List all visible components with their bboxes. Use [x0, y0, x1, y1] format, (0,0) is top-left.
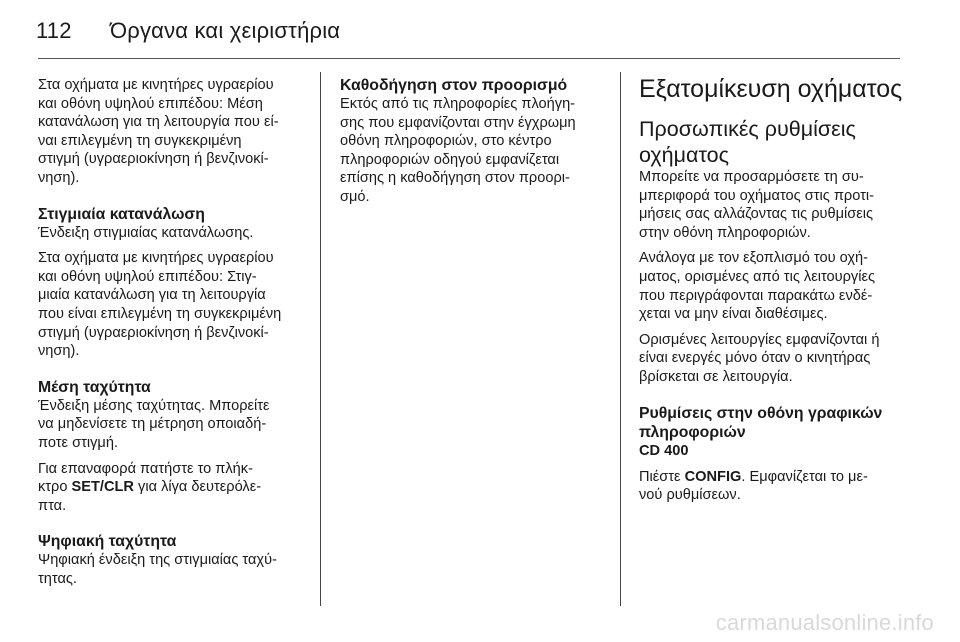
text-line: Ψηφιακή ένδειξη της στιγμιαίας ταχύ-	[38, 552, 277, 569]
text-line: οθόνη πληροφοριών, στο κέντρο	[340, 133, 552, 150]
text-line: πληροφοριών	[639, 423, 746, 441]
text-line: για λίγα δευτερόλε-	[133, 479, 262, 496]
text-line: Ορισμένες λειτουργίες εμφανίζονται ή	[639, 331, 880, 348]
text-line: που είναι επιλεγμένη τη συγκεκριμένη	[38, 305, 282, 322]
text-line: σης που εμφανίζονται στην έγχρωμη	[340, 114, 576, 131]
column-3	[639, 74, 907, 505]
column-1	[38, 76, 306, 588]
text-line: Για επαναφορά πατήστε το πλήκ-	[38, 460, 253, 477]
text-line: που περιγράφονται παρακάτω ενδέ-	[639, 287, 873, 304]
text-line: επίσης η καθοδήγηση στον προορι-	[340, 170, 570, 187]
text-line: Στα οχήματα με κινητήρες υγραερίου	[38, 77, 274, 93]
text-line: Προσωπικές ρυθμίσεις	[639, 117, 856, 141]
text-line: κατανάλωση για τη λειτουργία που εί-	[38, 114, 279, 131]
instant-paragraph-2	[38, 249, 306, 361]
text-line: μιαία κατανάλωση για τη λειτουργία	[38, 287, 266, 304]
text-line: κτρο	[38, 479, 72, 496]
heading-graphic-display-settings	[639, 404, 907, 442]
chapter-title: Όργανα και χειριστήρια	[110, 18, 341, 43]
section-title: Εξατομίκευση οχήματος	[639, 75, 903, 103]
text-line: Ένδειξη μέσης ταχύτητας. Μπορείτε	[38, 397, 270, 414]
text-line: ποτε στιγμή.	[38, 434, 118, 451]
text-line: είναι ενεργές μόνο όταν ο κινητήρας	[639, 350, 871, 367]
set-clr-button-label: SET/CLR	[71, 479, 134, 496]
personalization-paragraph-2	[639, 249, 907, 323]
watermark: carmanualsonline.info	[715, 610, 934, 635]
avg-speed-paragraph-1	[38, 397, 306, 453]
text-line: στιγμή (υγραεριοκίνηση ή βενζινοκί-	[38, 151, 269, 168]
text-line: μήσεις σας αλλάζοντας τις ρυθμίσεις	[639, 206, 874, 223]
header-rule	[38, 58, 900, 59]
column-2	[340, 76, 608, 207]
text-line: πληροφοριών οδηγού εμφανίζεται	[340, 151, 560, 168]
text-line: νού ρυθμίσεων.	[639, 487, 741, 504]
intro-paragraph	[38, 76, 306, 188]
text-line: ναι επιλεγμένη τη συγκεκριμένη	[38, 132, 242, 149]
text-line: στιγμή (υγραεριοκίνηση ή βενζινοκί-	[38, 324, 269, 341]
text-line: Πιέστε	[639, 468, 685, 485]
config-button-label: CONFIG	[684, 468, 742, 485]
text-line: και οθόνη υψηλού επιπέδου: Μέση	[38, 95, 263, 112]
text-line: οχήματος	[639, 143, 729, 167]
text-line: ματος, ορισμένες από τις λειτουργίες	[639, 268, 875, 285]
column-divider-2	[620, 72, 621, 606]
instant-paragraph-1	[38, 224, 306, 243]
text-line: . Εμφανίζεται το με-	[741, 468, 868, 485]
personalization-paragraph-1	[639, 168, 907, 242]
personalization-paragraph-3	[639, 331, 907, 387]
avg-speed-paragraph-2	[38, 460, 306, 516]
cd-400-label: CD 400	[639, 442, 689, 459]
text-line: Ένδειξη στιγμιαίας κατανάλωσης.	[38, 224, 254, 241]
section-subtitle	[639, 116, 907, 168]
digital-speed-paragraph	[38, 551, 306, 588]
text-line: Ανάλογα με τον εξοπλισμό του οχή-	[639, 250, 869, 267]
text-line: Μπορείτε να προσαρμόσετε τη συ-	[639, 169, 864, 185]
text-line: στην οθόνη πληροφοριών.	[639, 224, 811, 241]
config-paragraph	[639, 468, 907, 505]
heading-destination-guidance: Καθοδήγηση στον προορισμό	[340, 77, 568, 94]
page-header	[36, 18, 340, 44]
text-line: να μηδενίσετε τη μέτρηση οποιαδή-	[38, 416, 267, 433]
text-line: σμό.	[340, 188, 370, 205]
text-line: τητας.	[38, 570, 77, 587]
heading-instant-consumption: Στιγμιαία κατανάλωση	[38, 205, 205, 223]
text-line: και οθόνη υψηλού επιπέδου: Στιγ-	[38, 268, 257, 285]
text-line: νηση).	[38, 343, 80, 360]
text-line: μπεριφορά του οχήματος στις προτι-	[639, 187, 874, 204]
text-line: βρίσκεται σε λειτουργία.	[639, 368, 793, 385]
heading-digital-speed: Ψηφιακή ταχύτητα	[38, 533, 177, 551]
destination-paragraph	[340, 95, 608, 207]
heading-average-speed: Μέση ταχύτητα	[38, 378, 151, 396]
text-line: Ρυθμίσεις στην οθόνη γραφικών	[639, 404, 883, 422]
text-line: νηση).	[38, 169, 80, 186]
column-divider-1	[320, 72, 321, 606]
text-line: Στα οχήματα με κινητήρες υγραερίου	[38, 250, 274, 267]
text-line: Εκτός από τις πληροφορίες πλοήγη-	[340, 96, 576, 112]
text-line: πτα.	[38, 497, 67, 514]
text-line: χεται να μην είναι διαθέσιμες.	[639, 306, 828, 323]
page-number: 112	[36, 18, 72, 43]
